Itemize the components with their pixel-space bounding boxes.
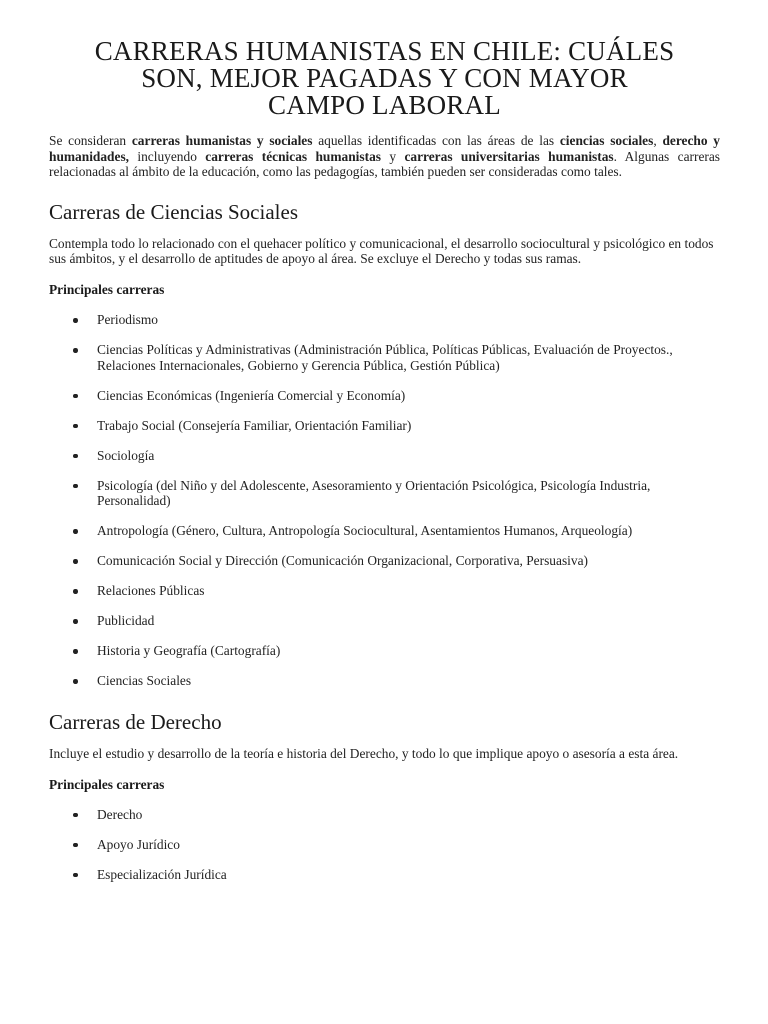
section-heading-derecho: Carreras de Derecho bbox=[49, 709, 222, 734]
list-item-text: Especialización Jurídica bbox=[97, 866, 227, 882]
intro-text: incluyendo bbox=[129, 148, 206, 164]
list-item-text: Ciencias Económicas (Ingeniería Comercial y Economía) bbox=[97, 387, 406, 403]
list-item bbox=[49, 643, 720, 659]
bullet-icon bbox=[73, 394, 78, 399]
list-item-text: Ciencias Sociales bbox=[97, 673, 192, 689]
list-item bbox=[49, 478, 720, 509]
bullet-icon bbox=[73, 813, 78, 818]
bullet-icon bbox=[73, 589, 78, 594]
bullet-icon bbox=[73, 619, 78, 624]
list-item bbox=[49, 553, 720, 569]
list-item-text: Derecho bbox=[97, 806, 143, 822]
bullet-icon bbox=[73, 873, 78, 878]
bullet-icon bbox=[73, 529, 78, 534]
intro-emphasis: ciencias sociales bbox=[559, 133, 654, 148]
bullet-icon bbox=[73, 649, 78, 654]
bullet-icon bbox=[73, 454, 78, 459]
intro-text: aquellas identificadas con las áreas de las bbox=[312, 133, 560, 148]
intro-emphasis: carreras técnicas humanistas bbox=[205, 148, 381, 164]
title-line-3: CAMPO LABORAL bbox=[268, 90, 501, 120]
bullet-icon bbox=[73, 348, 78, 353]
intro-emphasis: carreras humanistas y sociales bbox=[131, 133, 313, 148]
list-item bbox=[49, 523, 720, 539]
intro-text: y bbox=[380, 148, 405, 164]
list-item-text: Antropología (Género, Cultura, Antropología Sociocultural, Asentamientos Humanos, Arqueología) bbox=[97, 523, 633, 539]
list-item-text: Ciencias Políticas y Administrativas (Administración Pública, Políticas Públicas, Evaluación de Proyectos., Relaciones Internacionales, Gobierno y Gerencia Pública, Gestión Pública) bbox=[97, 342, 673, 373]
list-item bbox=[49, 867, 720, 883]
list-item bbox=[49, 583, 720, 599]
list-item bbox=[49, 448, 720, 464]
list-item-text: Publicidad bbox=[97, 613, 155, 629]
title-line-2: SON, MEJOR PAGADAS Y CON MAYOR bbox=[141, 63, 628, 93]
bullet-icon bbox=[73, 424, 78, 429]
list-item bbox=[49, 613, 720, 629]
list-item bbox=[49, 312, 720, 328]
list-heading: Principales carreras bbox=[49, 281, 165, 297]
list-item-text: Periodismo bbox=[97, 312, 159, 328]
intro-emphasis: derecho y humanidades, bbox=[49, 133, 720, 164]
bullet-icon bbox=[73, 843, 78, 848]
page-title bbox=[49, 38, 720, 119]
bullet-icon bbox=[73, 679, 78, 684]
section-heading-ciencias-sociales: Carreras de Ciencias Sociales bbox=[49, 199, 298, 224]
title-line-1: CARRERAS HUMANISTAS EN CHILE: CUÁLES bbox=[94, 36, 675, 66]
list-item bbox=[49, 388, 720, 404]
list-item-text: Relaciones Públicas bbox=[97, 583, 205, 599]
list-item bbox=[49, 837, 720, 853]
intro-text: . Algunas carreras relacionadas al ámbito de la educación, como las pedagogías, también pueden ser consideradas como tales. bbox=[49, 148, 721, 180]
bullet-icon bbox=[73, 484, 78, 489]
list-item-text: Psicología (del Niño y del Adolescente, Asesoramiento y Orientación Psicológica, Psicología Industria, Personalidad) bbox=[97, 477, 651, 509]
list-item-text: Trabajo Social (Consejería Familiar, Orientación Familiar) bbox=[97, 417, 412, 433]
bullet-icon bbox=[73, 318, 78, 323]
list-item-text: Sociología bbox=[97, 447, 155, 463]
list-item-text: Comunicación Social y Dirección (Comunicación Organizacional, Corporativa, Persuasiva) bbox=[97, 553, 588, 569]
intro-paragraph bbox=[49, 133, 720, 180]
career-list-ciencias-sociales bbox=[49, 312, 720, 689]
intro-emphasis: carreras universitarias humanistas bbox=[404, 148, 614, 164]
list-heading: Principales carreras bbox=[49, 776, 165, 792]
bullet-icon bbox=[73, 559, 78, 564]
intro-text: Se consideran bbox=[49, 133, 132, 148]
list-item bbox=[49, 342, 720, 373]
career-list-derecho bbox=[49, 807, 720, 883]
list-item bbox=[49, 418, 720, 434]
list-item bbox=[49, 807, 720, 823]
section-description: Incluye el estudio y desarrollo de la teoría e historia del Derecho, y todo lo que implique apoyo o asesoría a esta área. bbox=[49, 745, 679, 761]
list-item bbox=[49, 673, 720, 689]
intro-text: , bbox=[653, 133, 663, 148]
section-description: Contempla todo lo relacionado con el quehacer político y comunicacional, el desarrollo sociocultural y psicológico en todos sus ámbitos, y el desarrollo de aptitudes de apoyo al área. Se excluye el Derecho y todas sus ramas. bbox=[49, 235, 714, 267]
list-item-text: Historia y Geografía (Cartografía) bbox=[97, 643, 281, 659]
list-item-text: Apoyo Jurídico bbox=[97, 836, 180, 852]
